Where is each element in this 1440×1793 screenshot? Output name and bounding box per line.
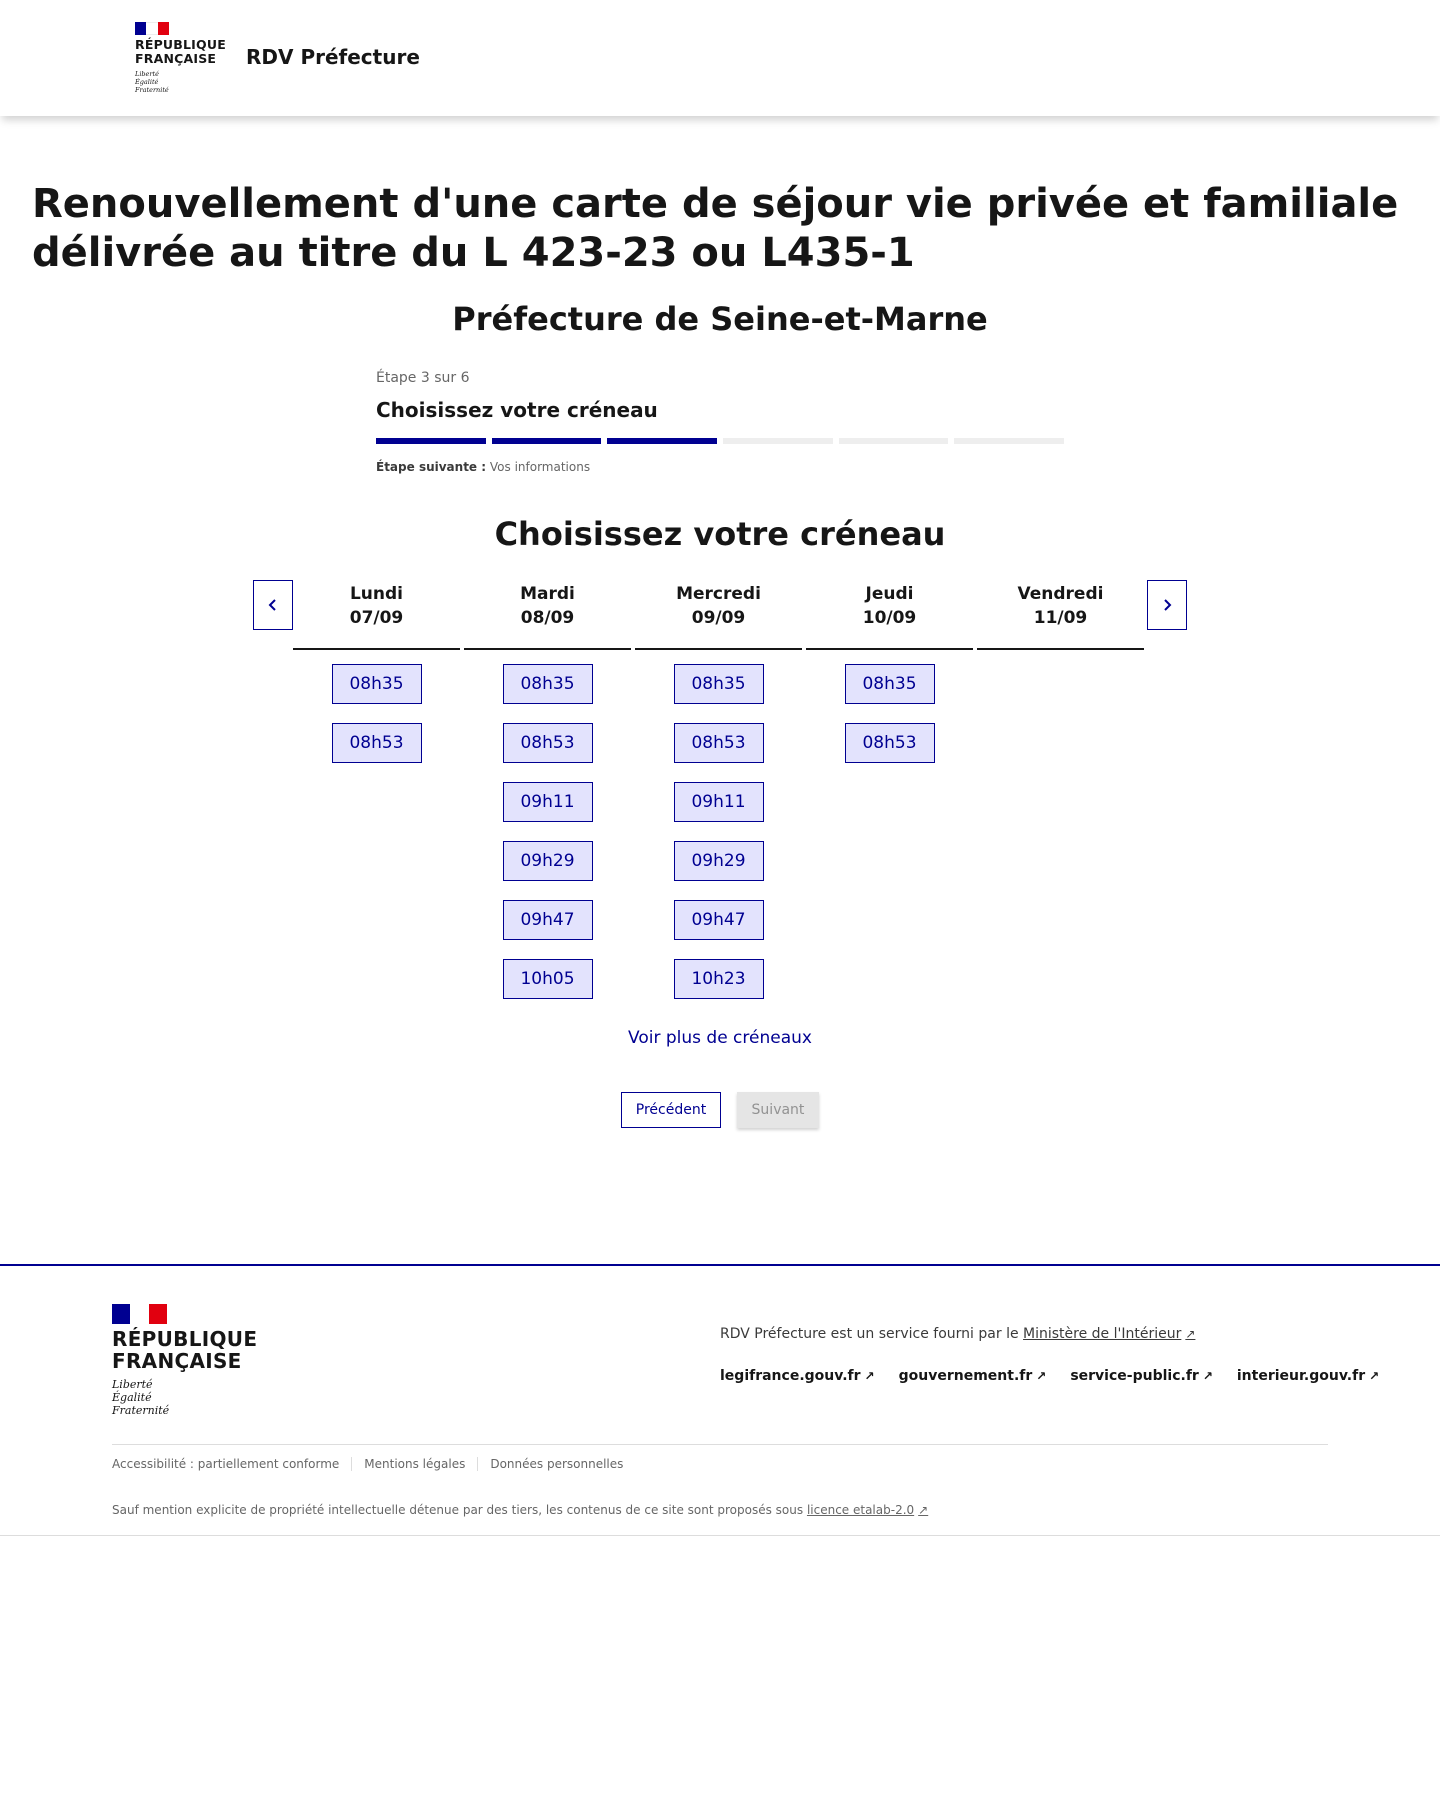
day-column bbox=[635, 580, 802, 999]
motto bbox=[135, 70, 225, 94]
motto-fraternite: Fraternité bbox=[135, 86, 169, 94]
french-flag-icon bbox=[135, 22, 169, 35]
footer-bottom-link[interactable]: Accessibilité : partiellement conforme bbox=[112, 1457, 340, 1471]
day-header bbox=[977, 580, 1144, 650]
footer-licence bbox=[112, 1503, 928, 1517]
prefecture-title: Préfecture de Seine-et-Marne bbox=[452, 300, 988, 338]
step-state: Étape 3 sur 6 bbox=[376, 370, 470, 386]
external-link-icon: ↗ bbox=[918, 1503, 929, 1517]
external-link-icon: ↗ bbox=[864, 1369, 875, 1383]
time-slot-button[interactable]: 09h11 bbox=[674, 782, 764, 822]
site-header bbox=[0, 0, 1440, 116]
time-slot-button[interactable]: 09h29 bbox=[503, 841, 593, 881]
external-link-icon: ↗ bbox=[1185, 1327, 1196, 1341]
day-header bbox=[635, 580, 802, 650]
previous-week-button[interactable] bbox=[253, 580, 293, 630]
day-header bbox=[806, 580, 973, 650]
day-name: Vendredi bbox=[1017, 584, 1104, 604]
next-button[interactable]: Suivant bbox=[737, 1092, 819, 1128]
footer-link-label: legifrance.gouv.fr bbox=[720, 1368, 861, 1384]
day-header bbox=[464, 580, 631, 650]
time-slot-button[interactable]: 09h47 bbox=[674, 900, 764, 940]
external-link-icon: ↗ bbox=[1369, 1369, 1380, 1383]
previous-button[interactable]: Précédent bbox=[621, 1092, 721, 1128]
brand-line2: FRANÇAISE bbox=[135, 51, 217, 66]
site-footer bbox=[0, 1264, 1440, 1536]
footer-external-link[interactable] bbox=[1070, 1368, 1213, 1384]
external-link-icon: ↗ bbox=[1202, 1369, 1213, 1383]
french-flag-icon bbox=[112, 1304, 167, 1324]
time-slot-button[interactable]: 08h35 bbox=[503, 664, 593, 704]
footer-external-link[interactable] bbox=[720, 1368, 875, 1384]
day-column bbox=[464, 580, 631, 999]
day-date: 07/09 bbox=[349, 608, 404, 628]
footer-republique-francaise-logo[interactable] bbox=[112, 1304, 257, 1417]
brand-line1: RÉPUBLIQUE bbox=[135, 37, 226, 52]
day-column bbox=[806, 580, 973, 999]
licence-link-label: licence etalab-2.0 bbox=[806, 1503, 915, 1517]
licence-link[interactable] bbox=[807, 1503, 928, 1517]
page-title: Renouvellement d'une carte de séjour vie privée et familiale délivrée au titre du L 423-23 ou L435-1 bbox=[32, 181, 1399, 276]
day-name: Mardi bbox=[520, 584, 575, 604]
footer-divider bbox=[112, 1444, 1328, 1445]
day-name: Lundi bbox=[349, 584, 404, 604]
time-slot-button[interactable]: 08h53 bbox=[674, 723, 764, 763]
stepper bbox=[376, 370, 1064, 474]
step-bar-segment bbox=[954, 438, 1064, 444]
footer-bottom-link[interactable]: Mentions légales bbox=[351, 1457, 477, 1471]
time-slot-button[interactable]: 08h35 bbox=[845, 664, 935, 704]
day-date: 10/09 bbox=[862, 608, 917, 628]
footer-bottom-link[interactable]: Données personnelles bbox=[477, 1457, 635, 1471]
step-next-value: Vos informations bbox=[489, 460, 591, 474]
day-header bbox=[293, 580, 460, 650]
licence-text: Sauf mention explicite de propriété intellectuelle détenue par des tiers, les contenus de ce site sont proposés sous bbox=[112, 1503, 804, 1517]
footer-link-label: service-public.fr bbox=[1070, 1368, 1199, 1384]
day-slots bbox=[845, 664, 935, 763]
step-next-label: Étape suivante : bbox=[376, 460, 487, 474]
footer-links bbox=[720, 1368, 1379, 1384]
time-slot-button[interactable]: 08h53 bbox=[332, 723, 422, 763]
footer-desc-text: RDV Préfecture est un service fourni par le bbox=[720, 1326, 1019, 1342]
footer-external-link[interactable] bbox=[899, 1368, 1047, 1384]
footer-brand-line2: FRANÇAISE bbox=[112, 1349, 242, 1373]
day-date: 09/09 bbox=[691, 608, 746, 628]
time-slot-button[interactable]: 09h29 bbox=[674, 841, 764, 881]
day-date: 11/09 bbox=[1033, 608, 1088, 628]
footer-brand-line1: RÉPUBLIQUE bbox=[112, 1327, 258, 1351]
footer-motto bbox=[112, 1378, 257, 1417]
motto-liberte: Liberté bbox=[135, 70, 159, 78]
footer-link-label: interieur.gouv.fr bbox=[1236, 1368, 1366, 1384]
motto-egalite: Égalité bbox=[112, 1391, 152, 1404]
motto-fraternite: Fraternité bbox=[112, 1404, 170, 1417]
republique-francaise-logo[interactable] bbox=[135, 22, 225, 94]
motto-egalite: Égalité bbox=[135, 78, 159, 86]
ministere-link[interactable] bbox=[1023, 1326, 1195, 1342]
chevron-right-icon bbox=[1160, 598, 1174, 612]
slots-calendar bbox=[293, 580, 1144, 999]
day-slots bbox=[674, 664, 764, 999]
external-link-icon: ↗ bbox=[1036, 1369, 1047, 1383]
step-title: Choisissez votre créneau bbox=[376, 398, 658, 422]
day-column bbox=[977, 580, 1144, 999]
time-slot-button[interactable]: 08h53 bbox=[503, 723, 593, 763]
more-slots-link[interactable]: Voir plus de créneaux bbox=[628, 1028, 812, 1048]
time-slot-button[interactable]: 09h11 bbox=[503, 782, 593, 822]
day-slots bbox=[503, 664, 593, 999]
day-date: 08/09 bbox=[520, 608, 575, 628]
step-bar-segment bbox=[839, 438, 949, 444]
slots-title: Choisissez votre créneau bbox=[494, 515, 946, 553]
chevron-left-icon bbox=[266, 598, 280, 612]
next-week-button[interactable] bbox=[1147, 580, 1187, 630]
footer-link-label: gouvernement.fr bbox=[898, 1368, 1033, 1384]
step-bar-segment bbox=[492, 438, 602, 444]
footer-description bbox=[720, 1326, 1195, 1342]
time-slot-button[interactable]: 09h47 bbox=[503, 900, 593, 940]
step-bar-segment bbox=[607, 438, 717, 444]
time-slot-button[interactable]: 10h05 bbox=[503, 959, 593, 999]
day-slots bbox=[332, 664, 422, 763]
footer-bottom-links bbox=[112, 1457, 635, 1471]
step-progress-bar bbox=[376, 438, 1064, 444]
time-slot-button[interactable]: 08h35 bbox=[674, 664, 764, 704]
day-column bbox=[293, 580, 460, 999]
step-bar-segment bbox=[376, 438, 486, 444]
time-slot-button[interactable]: 10h23 bbox=[674, 959, 764, 999]
day-name: Mercredi bbox=[676, 584, 761, 604]
step-next bbox=[376, 460, 1064, 474]
ministere-link-label: Ministère de l'Intérieur bbox=[1023, 1326, 1182, 1342]
site-title[interactable]: RDV Préfecture bbox=[246, 45, 420, 69]
motto-liberte: Liberté bbox=[112, 1378, 153, 1391]
step-bar-segment bbox=[723, 438, 833, 444]
day-name: Jeudi bbox=[865, 584, 914, 604]
time-slot-button[interactable]: 08h35 bbox=[332, 664, 422, 704]
footer-external-link[interactable] bbox=[1237, 1368, 1379, 1384]
time-slot-button[interactable]: 08h53 bbox=[845, 723, 935, 763]
